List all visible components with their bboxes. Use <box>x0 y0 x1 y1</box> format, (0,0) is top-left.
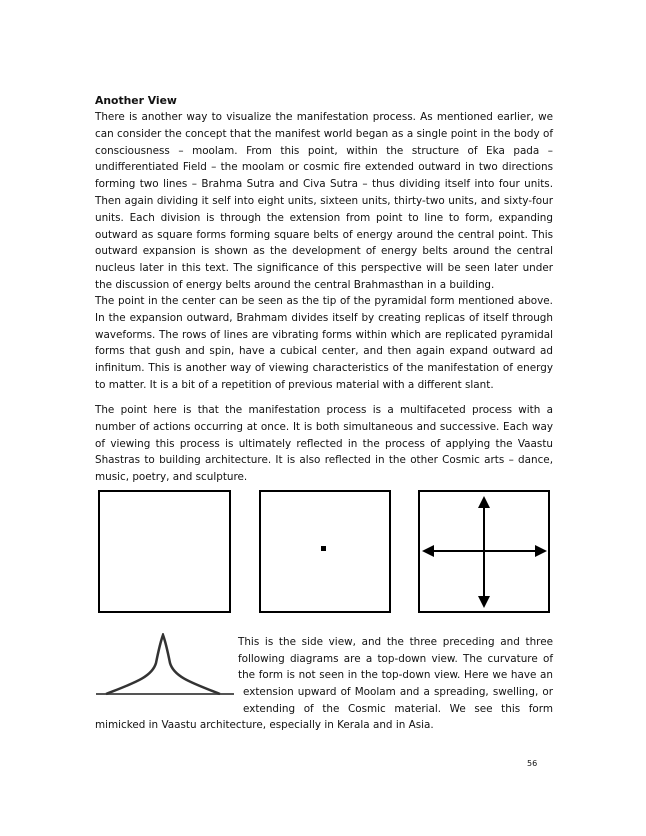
paragraph-3: The point here is that the manifestation process is a multifaceted process with a number of actions occurring at once. It is both simultaneous and successive. Each way of viewing this process is ultimately reflected in the process of applying the Vaastu Shastras to building architecture. It is also reflected in the other Cosmic arts – dance, music, poetry, and sculpture. <box>95 404 553 484</box>
diagram-square-with-cross <box>418 490 551 614</box>
caption-line-3: the form is not seen in the top-down view. Here we have an <box>238 669 553 681</box>
page-number: 56 <box>527 759 538 768</box>
center-point <box>321 546 326 551</box>
paragraph-1: There is another way to visualize the manifestation process. As mentioned earlier, we can consider the concept that the manifest world began as a single point in the body of consciousness – moolam. From this point, within the structure of Eka pada – undifferentiated Field – the moolam or cosmic fire extended outward in two directions forming two lines – Brahma Sutra and Civa Sutra – thus dividing itself into four units. Then again dividing it self into eight units, sixteen units, thirty-two units, and sixty-four units. Each division is through the extension from point to line to form, expanding outward as square forms forming square belts of energy around the central point. This outward expansion is shown as the development of energy belts around the central nucleus later in this text. The significance of this perspective will be seen later under the discussion of energy belts around the central Brahmasthan in a building. <box>95 111 553 291</box>
arrow-left-icon <box>422 545 434 557</box>
arrow-right-icon <box>535 545 547 557</box>
caption-line-4: extension upward of Moolam and a spreading, swelling, or <box>243 686 553 698</box>
caption-line-2: following diagrams are a top-down view. The curvature of <box>238 653 553 665</box>
square-outline <box>99 491 230 612</box>
arrow-down-icon <box>478 596 490 608</box>
diagram-side-view-curve <box>96 633 236 697</box>
pyramidal-curve <box>106 635 220 694</box>
caption-line-6: mimicked in Vaastu architecture, especially in Kerala and in Asia. <box>95 719 434 731</box>
square-outline <box>260 491 390 612</box>
arrow-up-icon <box>478 496 490 508</box>
diagram-square-with-point <box>259 490 392 614</box>
paragraph-2: The point in the center can be seen as the tip of the pyramidal form mentioned above. In the expansion outward, Brahmam divides itself by creating replicas of itself through waveforms. The rows of lines are vibrating forms within which are replicated pyramidal forms that gush and spin, have a cubical center, and then again expand outward ad infinitum. This is another way of viewing characteristics of the manifestation of energy to matter. It is a bit of a repetition of previous material with a different slant. <box>95 295 553 391</box>
caption-line-1: This is the side view, and the three preceding and three <box>238 636 553 648</box>
caption-line-5: extending of the Cosmic material. We see this form <box>243 703 553 715</box>
diagram-empty-square <box>98 490 232 614</box>
section-heading: Another View <box>95 94 177 107</box>
